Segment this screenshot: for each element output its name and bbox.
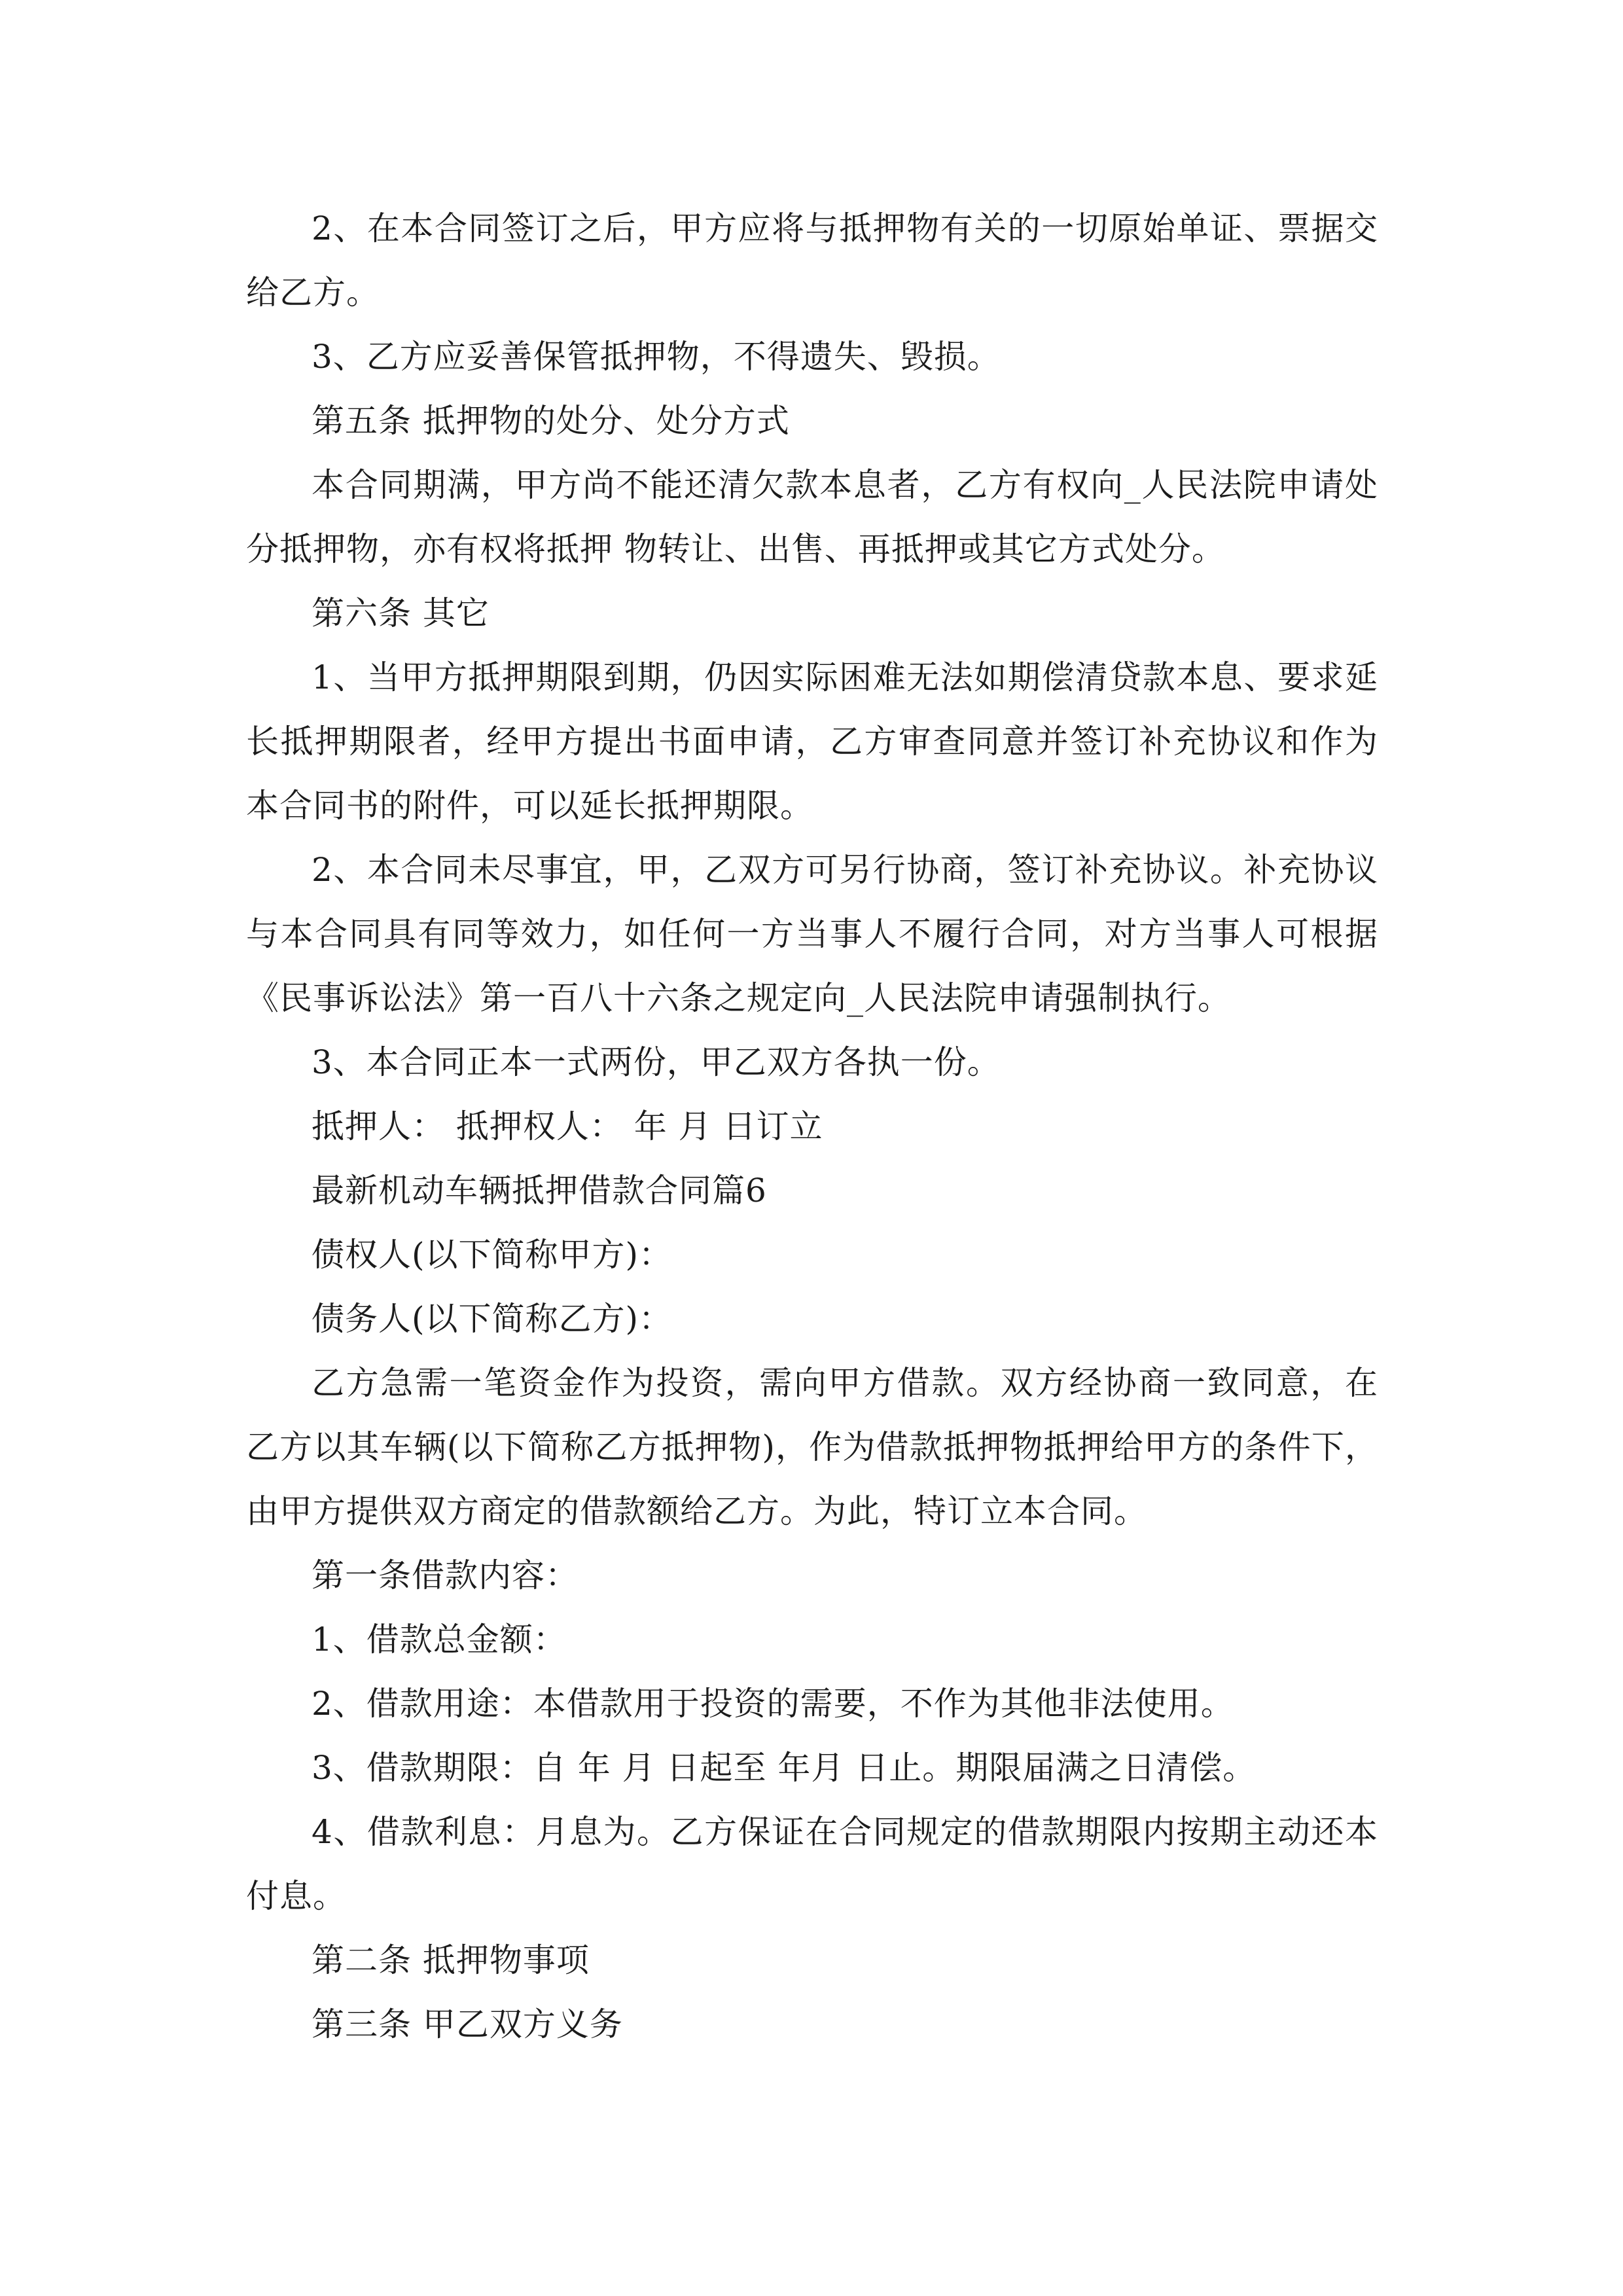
heading-article-1: 第一条借款内容： (312, 1556, 579, 1594)
paragraph-article-1-item-1: 1、借款总金额： (312, 1621, 567, 1659)
heading-article-3: 第三条 甲乙双方义务 (312, 2005, 623, 2043)
paragraph-article-5-body: 本合同期满，甲方尚不能还清欠款本息者，乙方有权向_人民法院申请处分抵押物，亦有权将抵押 物转让、出售、再抵押或其它方式处分。 (246, 466, 1378, 568)
heading-article-5: 第五条 抵押物的处分、处分方式 (312, 402, 790, 440)
paragraph-article-6-item-2: 2、本合同未尽事宜，甲，乙双方可另行协商，签订补充协议。补充协议与本合同具有同等效力，如任何一方当事人不履行合同，对方当事人可根据《民事诉讼法》第一百八十六条之规定向_人民法院申请强制执行。 (246, 851, 1378, 1017)
creditor-line: 债权人(以下简称甲方)： (312, 1236, 673, 1274)
signature-line: 抵押人： 抵押权人： 年 月 日订立 (312, 1107, 823, 1145)
document-body (246, 196, 1378, 2056)
paragraph-article-1-item-4: 4、借款利息：月息为。乙方保证在合同规定的借款期限内按期主动还本付息。 (246, 1813, 1378, 1915)
paragraph-article-6-item-1: 1、当甲方抵押期限到期，仍因实际困难无法如期偿清贷款本息、要求延长抵押期限者，经甲方提出书面申请，乙方审查同意并签订补充协议和作为本合同书的附件，可以延长抵押期限。 (246, 658, 1378, 825)
heading-article-2: 第二条 抵押物事项 (312, 1941, 590, 1979)
paragraph-clause-4-item-2: 2、在本合同签订之后，甲方应将与抵押物有关的一切原始单证、票据交给乙方。 (246, 209, 1378, 312)
paragraph-clause-4-item-3: 3、乙方应妥善保管抵押物，不得遗失、毁损。 (312, 338, 1001, 376)
paragraph-article-1-item-3: 3、借款期限：自 年 月 日起至 年月 日止。期限届满之日清偿。 (312, 1749, 1257, 1787)
section-title-contract-6: 最新机动车辆抵押借款合同篇6 (312, 1172, 767, 1210)
paragraph-preamble: 乙方急需一笔资金作为投资，需向甲方借款。双方经协商一致同意，在乙方以其车辆(以下简称乙方抵押物)，作为借款抵押物抵押给甲方的条件下，由甲方提供双方商定的借款额给乙方。为此，特订立本合同。 (246, 1364, 1378, 1530)
paragraph-article-6-item-3: 3、本合同正本一式两份，甲乙双方各执一份。 (312, 1043, 1001, 1081)
heading-article-6: 第六条 其它 (312, 594, 490, 632)
paragraph-article-1-item-2: 2、借款用途：本借款用于投资的需要，不作为其他非法使用。 (312, 1685, 1234, 1723)
debtor-line: 债务人(以下简称乙方)： (312, 1300, 673, 1338)
